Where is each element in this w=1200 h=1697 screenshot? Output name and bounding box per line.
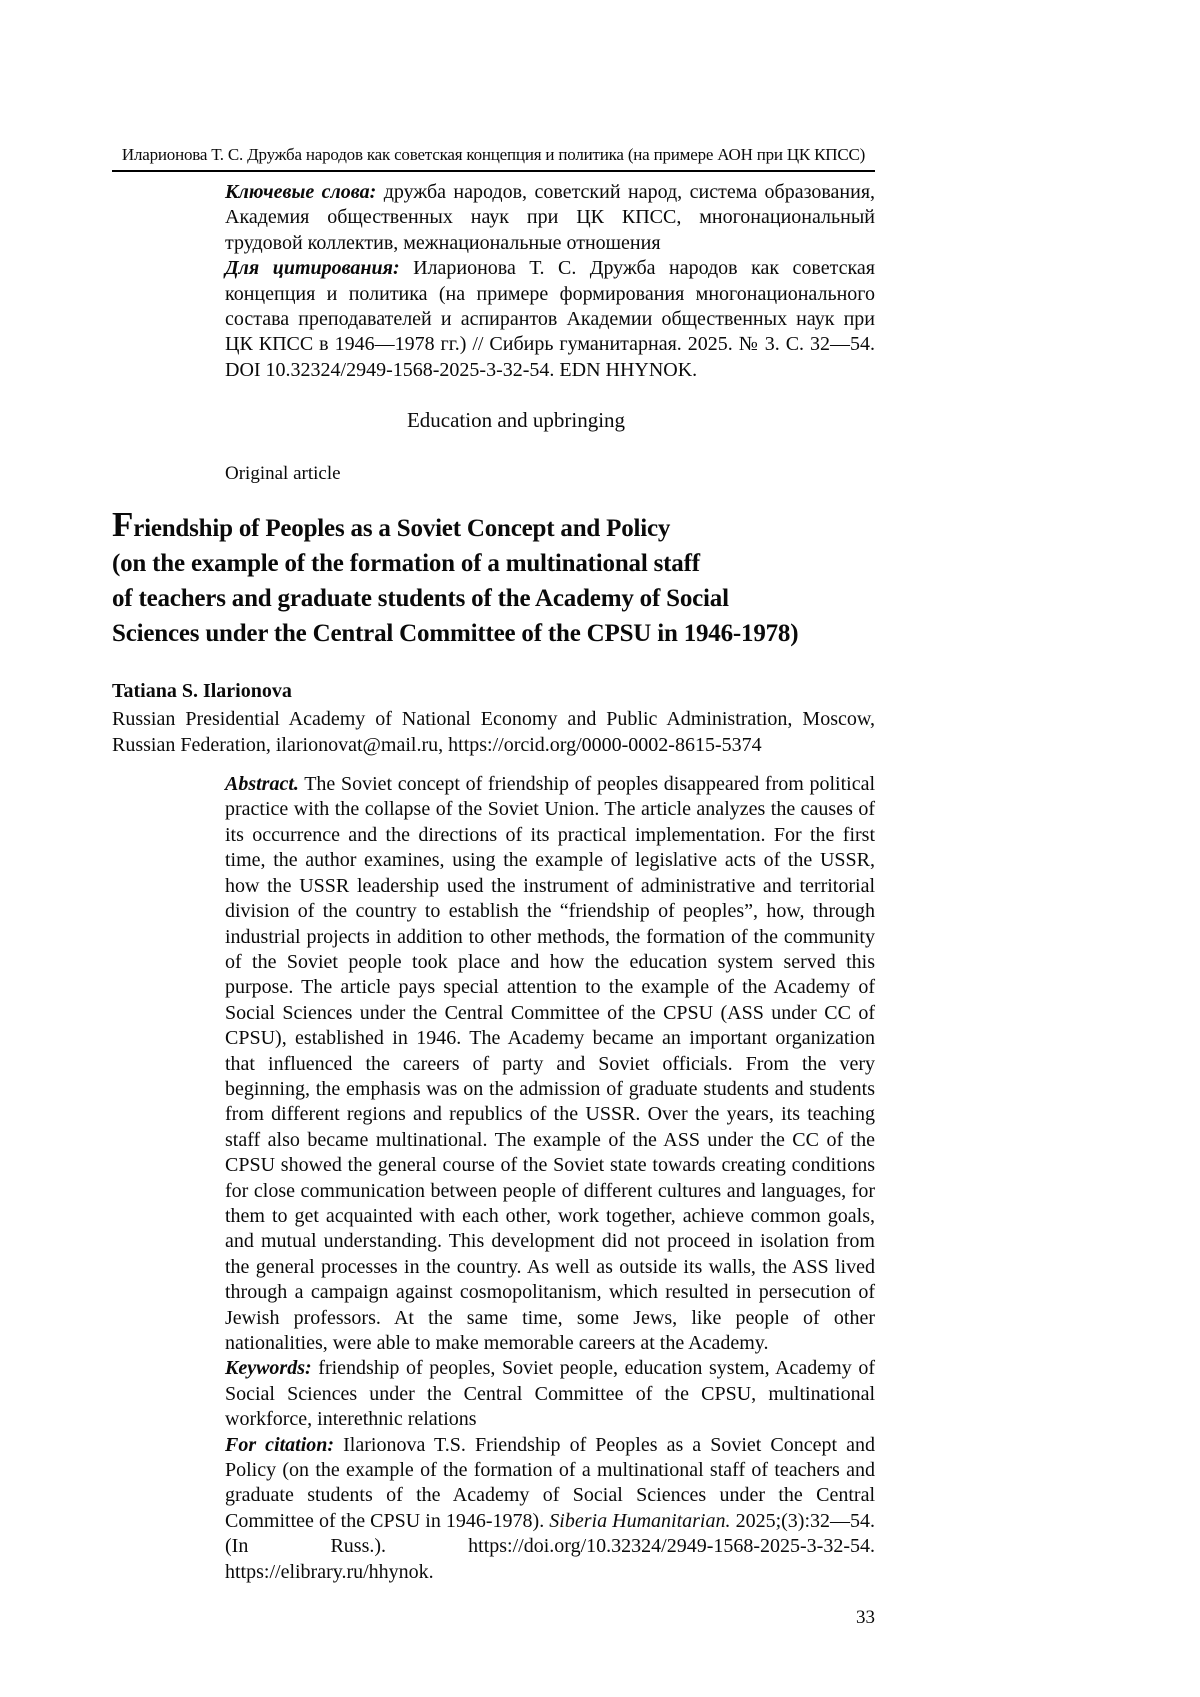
author-affiliation: Russian Presidential Academy of National Economy and Public Administration, Moscow, Russian Federation, ilarionovat@mail.ru, https://orcid.org/0000-0002-8615-5374 [112,708,875,756]
section-heading: Education and upbringing [406,408,626,433]
keywords-ru-label: Ключевые слова: [225,181,377,203]
abstract-label: Abstract. [225,773,299,796]
keywords-ru-text: дружба народов, советский народ, система образования, Академия общественных наук при ЦК КПСС, многонациональный трудовой коллектив, межнациональные отношения [225,181,876,254]
citation-en-text-before: Ilarionova T.S. Friendship of Peoples as a Soviet Concept and Policy (on the example of the formation of a multinational staff of teachers and graduate students of the Academy of Social Sciences under the Central Committee of the CPSU in 1946-1978). [225,1433,875,1532]
running-head: Иларионова Т. С. Дружба народов как советская концепция и политика (на примере АОН при ЦК КПСС) [121,145,866,164]
keywords-en-text: friendship of peoples, Soviet people, education system, Academy of Social Sciences under the Central Committee of the CPSU, multinational workforce, interethnic relations [225,1357,876,1431]
page-header [112,145,875,172]
article-title: Friendship of Peoples as a Soviet Concept and Policy (on the example of the formation of a multinational staff of teachers and graduate students of the Academy of Social Sciences under the Central Committee of the CPSU in 1946-1978) [112,505,799,648]
citation-en-text-after: 2025;(3):32—54. (In Russ.). https://doi.org/10.32324/2949-1568-2025-3-32-54. https://elibrary.ru/hhynok. [225,1509,875,1583]
citation-ru-label: Для цитирования: [225,257,400,280]
citation-en-journal: Siberia Humanitarian. [549,1509,731,1532]
abstract-text: The Soviet concept of friendship of peoples disappeared from political practice with the collapse of the Soviet Union. The article analyzes the causes of its occurrence and the directions of its practical implementation. For the first time, the author examines, using the example of legislative acts of the USSR, how the USSR leadership used the instrument of administrative and territorial division of the country to establish the “friendship of peoples”, how, through industrial projects in addition to other methods, the formation of the community of the Soviet people took place and how the education system served this purpose. The article pays special attention to the example of the Academy of Social Sciences under the Central Committee of the CPSU (ASS under CC of CPSU), established in 1946. The Academy became an important organization that influenced the careers of party and Soviet officials. From the very beginning, the emphasis was on the admission of graduate students and students from different regions and republics of the USSR. Over the years, its teaching staff also became multinational. The example of the ASS under the CC of the CPSU showed the general course of the Soviet state towards creating conditions for close communication between people of different cultures and languages, for them to get acquainted with each other, work together, achieve common goals, and mutual understanding. This development did not proceed in isolation from the general processes in the country. As well as outside its walls, the ASS lived through a campaign against cosmopolitanism, which resulted in persecution of Jewish professors. At the same time, some Jews, like people of other nationalities, were able to make memorable careers at the Academy. [225,773,876,1354]
english-metadata-group [112,772,875,1585]
citation-ru-text: Иларионова Т. С. Дружба народов как советская концепция и политика (на примере формирования многонационального состава преподавателей и аспирантов Академии общественных наук при ЦК КПСС в 1946—1978 гг.) // Сибирь гуманитарная. 2025. № 3. С. 32—54. DOI 10.32324/2949-1568-2025-3-32-54. EDN HHYNOK. [225,257,875,381]
keywords-en-label: Keywords: [225,1357,312,1380]
abstract-paragraph [225,772,875,1356]
keywords-ru-paragraph [225,180,875,256]
citation-ru-paragraph [225,256,875,383]
header-rule [112,170,875,172]
keywords-en-paragraph [225,1356,875,1432]
citation-en-label: For citation: [225,1433,335,1456]
page-content [112,145,875,1629]
author-name: Tatiana S. Ilarionova [112,680,292,703]
citation-en-paragraph [225,1433,875,1585]
article-type-label: Original article [225,463,341,485]
page-number: 33 [856,1607,875,1629]
